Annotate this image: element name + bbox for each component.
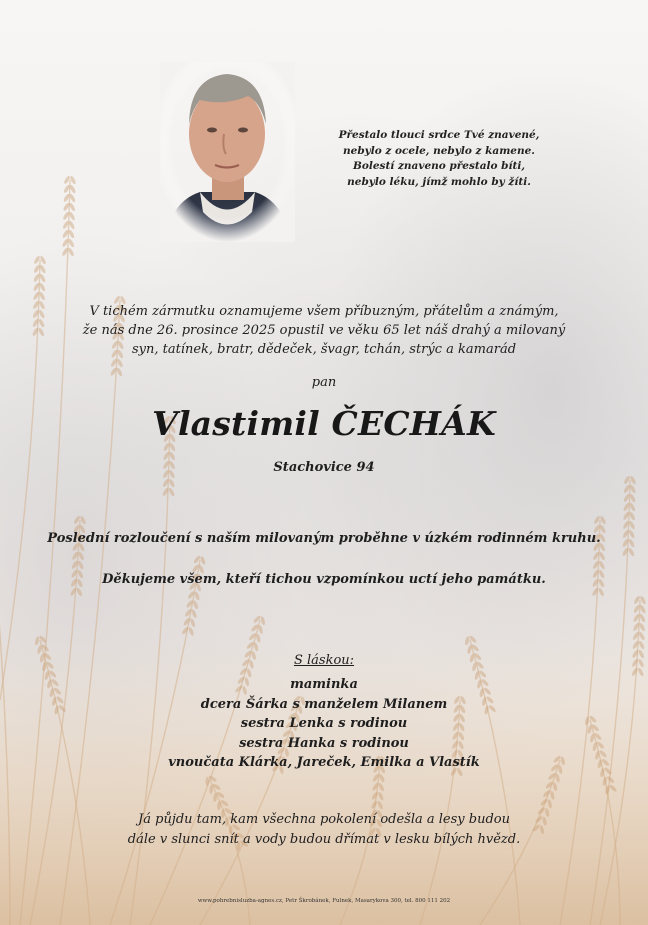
mourner-item: sestra Lenka s rodinou (240, 716, 408, 731)
closing-quote (0, 810, 648, 850)
portrait-photo (160, 62, 295, 242)
announcement-line: syn, tatínek, bratr, dědeček, švagr, tchán, strýc a kamarád (131, 342, 517, 357)
announcement-line: že nás dne 26. prosince 2025 opustil ve věku 65 let náš drahý a milovaný (82, 323, 566, 338)
quote-line: dále v slunci snít a vody budou dřímat v lesku bílých hvězd. (127, 832, 521, 847)
funeral-service-footer: www.pohrebnisluzba-agnes.cz, Petr Škrobánek, Fulnek, Masarykova 300, tel. 800 111 202 (197, 898, 451, 904)
quote-line: Já půjdu tam, kam všechna pokolení odešla a lesy budou (138, 812, 510, 827)
with-love-heading: S láskou: (293, 653, 355, 668)
poem-line: nebylo z ocele, nebylo z kamene. (343, 144, 535, 157)
poem (330, 128, 548, 190)
announcement-text (0, 302, 648, 359)
deceased-address: Stachovice 94 (273, 460, 375, 475)
mourner-item: vnoučata Klárka, Jareček, Emilka a Vlastík (168, 755, 480, 770)
poem-line: Přestalo tlouci srdce Tvé znavené, (338, 129, 540, 141)
announcement-line: V tichém zármutku oznamujeme všem příbuzným, přátelům a známým, (89, 304, 559, 319)
mourner-item: dcera Šárka s manželem Milanem (200, 696, 448, 712)
poem-line: Bolestí znaveno přestalo bíti, (352, 160, 526, 172)
thanks-text: Děkujeme všem, kteří tichou vzpomínkou uctí jeho památku. (102, 572, 546, 587)
mourners-list (0, 675, 648, 773)
deceased-name: Vlastimil ČECHÁK (152, 404, 496, 443)
poem-line: nebylo léku, jímž mohlo by žíti. (347, 175, 531, 188)
mourner-item: sestra Hanka s rodinou (239, 735, 409, 751)
title-pan: pan (311, 375, 337, 390)
mourner-item: maminka (290, 677, 358, 692)
farewell-info: Poslední rozloučení s naším milovaným proběhne v úzkém rodinném kruhu. (47, 531, 601, 546)
